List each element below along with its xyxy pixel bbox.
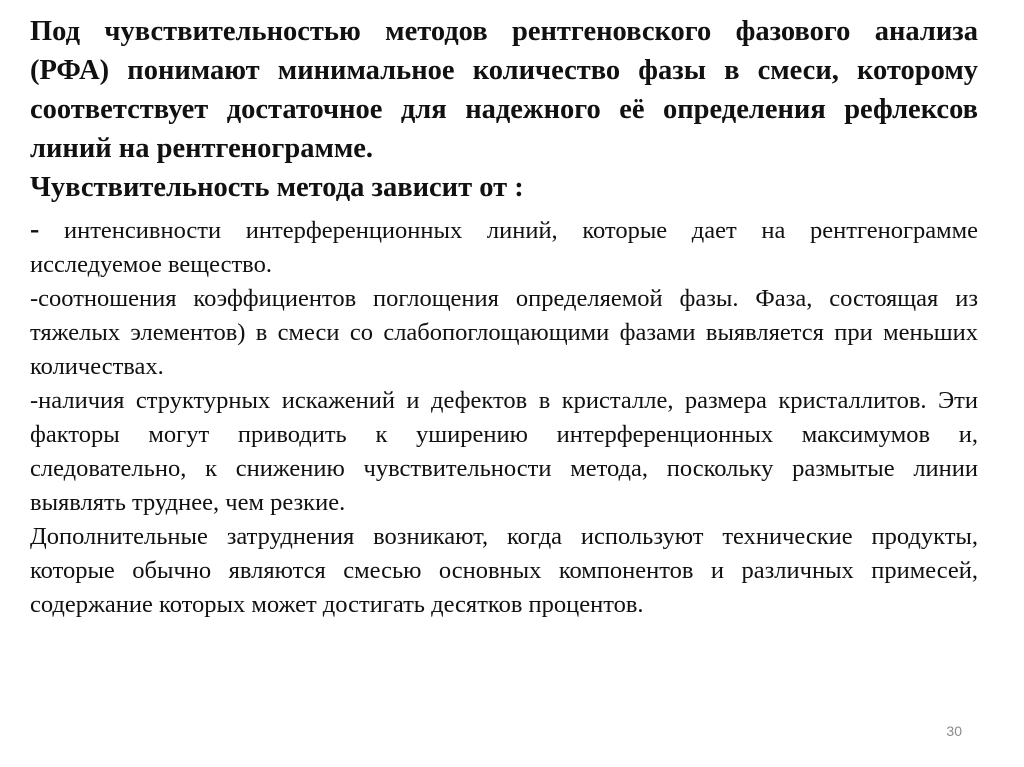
intro-paragraph: Под чувствительностью методов рентгеновского фазового анализа (РФА) понимают минимальное количество фазы в смеси, которому соответствует достаточное для надежного её определения рефлексов линий на рентгенограмме. bbox=[30, 16, 978, 164]
bullet-dash: - bbox=[30, 214, 40, 245]
bullet-intensity bbox=[30, 213, 978, 282]
dependency-heading: Чувствительность метода зависит от : bbox=[30, 172, 524, 203]
page-number: 30 bbox=[946, 723, 962, 739]
slide-content bbox=[30, 12, 978, 622]
bullet-absorption: -соотношения коэффициентов поглощения определяемой фазы. Фаза, состоящая из тяжелых элементов) в смеси со слабопоглощающими фазами выявляется при меньших количествах. bbox=[30, 285, 978, 380]
closing-paragraph: Дополнительные затруднения возникают, когда используют технические продукты, которые обычно являются смесью основных компонентов и различных примесей, содержание которых может достигать десятков процентов. bbox=[30, 523, 978, 618]
bullet-text: интенсивности интерференционных линий, которые дает на рентгенограмме исследуемое вещество. bbox=[30, 217, 978, 278]
bullet-defects: -наличия структурных искажений и дефектов в кристалле, размера кристаллитов. Эти факторы могут приводить к уширению интерференционных максимумов и, следовательно, к снижению чувствительности метода, поскольку размытые линии выявлять труднее, чем резкие. bbox=[30, 387, 978, 516]
